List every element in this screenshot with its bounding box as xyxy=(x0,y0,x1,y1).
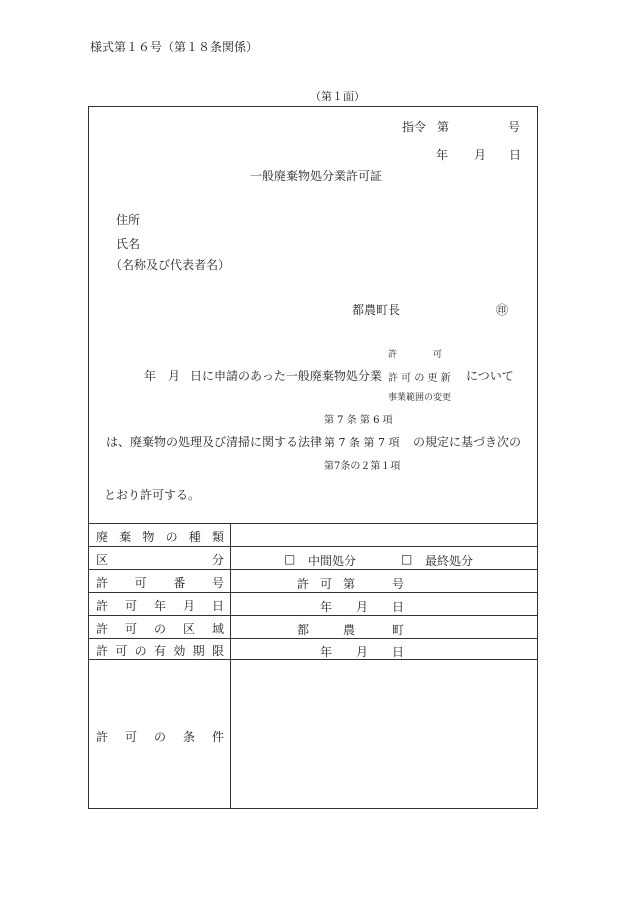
article-7-7: 第 7 条 第 7 項 xyxy=(324,436,400,449)
issuer-name: 都農町長 xyxy=(352,303,401,317)
body-month: 月 xyxy=(168,369,181,383)
label-permit-number: 許 可 番 号 xyxy=(96,576,224,590)
permit-date-day: 日 xyxy=(392,600,405,614)
table-row-divider xyxy=(88,638,538,639)
form-number: 様式第１６号（第１８条関係） xyxy=(90,40,259,54)
expiry-month: 月 xyxy=(356,645,369,659)
body-line1-suffix: について xyxy=(466,369,514,383)
option-intermediate-disposal: 中間処分 xyxy=(308,554,357,568)
label-validity-period: 許 可 の 有 効 期 限 xyxy=(96,644,224,658)
table-column-divider xyxy=(230,523,231,809)
table-top-border xyxy=(88,523,538,524)
area-cho: 町 xyxy=(392,623,405,637)
body-year: 年 xyxy=(144,369,157,383)
area-to: 都 xyxy=(297,623,310,637)
permit-no-go: 号 xyxy=(392,577,405,591)
permit-no-ka: 可 xyxy=(320,577,333,591)
permit-ref-go: 号 xyxy=(508,120,521,134)
recipient-name-note: （名称及び代表者名） xyxy=(110,258,231,272)
permit-date-month: 月 xyxy=(356,600,369,614)
option-renewal: 許 可 の 更 新 xyxy=(388,373,451,384)
article-7-6: 第 7 条 第 6 項 xyxy=(324,415,393,426)
recipient-name-label: 氏名 xyxy=(116,237,141,251)
body-line2-suffix: の規定に基づき次の xyxy=(413,435,522,449)
recipient-address-label: 住所 xyxy=(116,213,141,227)
expiry-year: 年 xyxy=(320,645,333,659)
label-category: 区 分 xyxy=(96,553,224,567)
option-final-disposal: 最終処分 xyxy=(425,554,474,568)
issue-date-month: 月 xyxy=(474,148,487,162)
checkbox-final[interactable]: □ xyxy=(401,552,413,566)
form-frame xyxy=(88,106,538,809)
document-title: 一般廃棄物処分業許可証 xyxy=(250,169,383,183)
permit-no-kyo: 許 xyxy=(297,577,310,591)
permit-ref-dai: 第 xyxy=(437,120,450,134)
label-permit-date: 許 可 年 月 日 xyxy=(96,599,224,613)
seal-mark: ㊞ xyxy=(496,303,509,317)
area-no: 農 xyxy=(343,623,356,637)
label-permit-conditions: 許 可 の 条 件 xyxy=(96,730,224,744)
issue-date-day: 日 xyxy=(509,148,522,162)
article-7-2-1: 第7条の２第１項 xyxy=(324,461,401,472)
option-scope-change: 事業範囲の変更 xyxy=(388,393,452,403)
option-permit: 許 可 xyxy=(388,350,443,360)
permit-date-year: 年 xyxy=(320,600,333,614)
table-row-divider xyxy=(88,569,538,570)
issue-date-year: 年 xyxy=(436,148,449,162)
permit-ref-prefix: 指令 xyxy=(402,120,427,134)
label-waste-type: 廃 棄 物 の 種 類 xyxy=(96,530,224,544)
body-line1: 日に申請のあった一般廃棄物処分業 xyxy=(190,369,382,383)
expiry-day: 日 xyxy=(392,645,405,659)
body-line2-prefix: は、廃棄物の処理及び清掃に関する法律 xyxy=(106,435,323,449)
table-row-divider xyxy=(88,592,538,593)
page-label: （第１面） xyxy=(310,90,365,103)
label-permit-area: 許 可 の 区 域 xyxy=(96,622,224,636)
table-row-divider xyxy=(88,546,538,547)
body-line3: とおり許可する。 xyxy=(104,488,201,502)
checkbox-intermediate[interactable]: □ xyxy=(284,552,296,566)
permit-no-dai: 第 xyxy=(343,577,356,591)
table-row-divider xyxy=(88,659,538,660)
table-row-divider xyxy=(88,615,538,616)
